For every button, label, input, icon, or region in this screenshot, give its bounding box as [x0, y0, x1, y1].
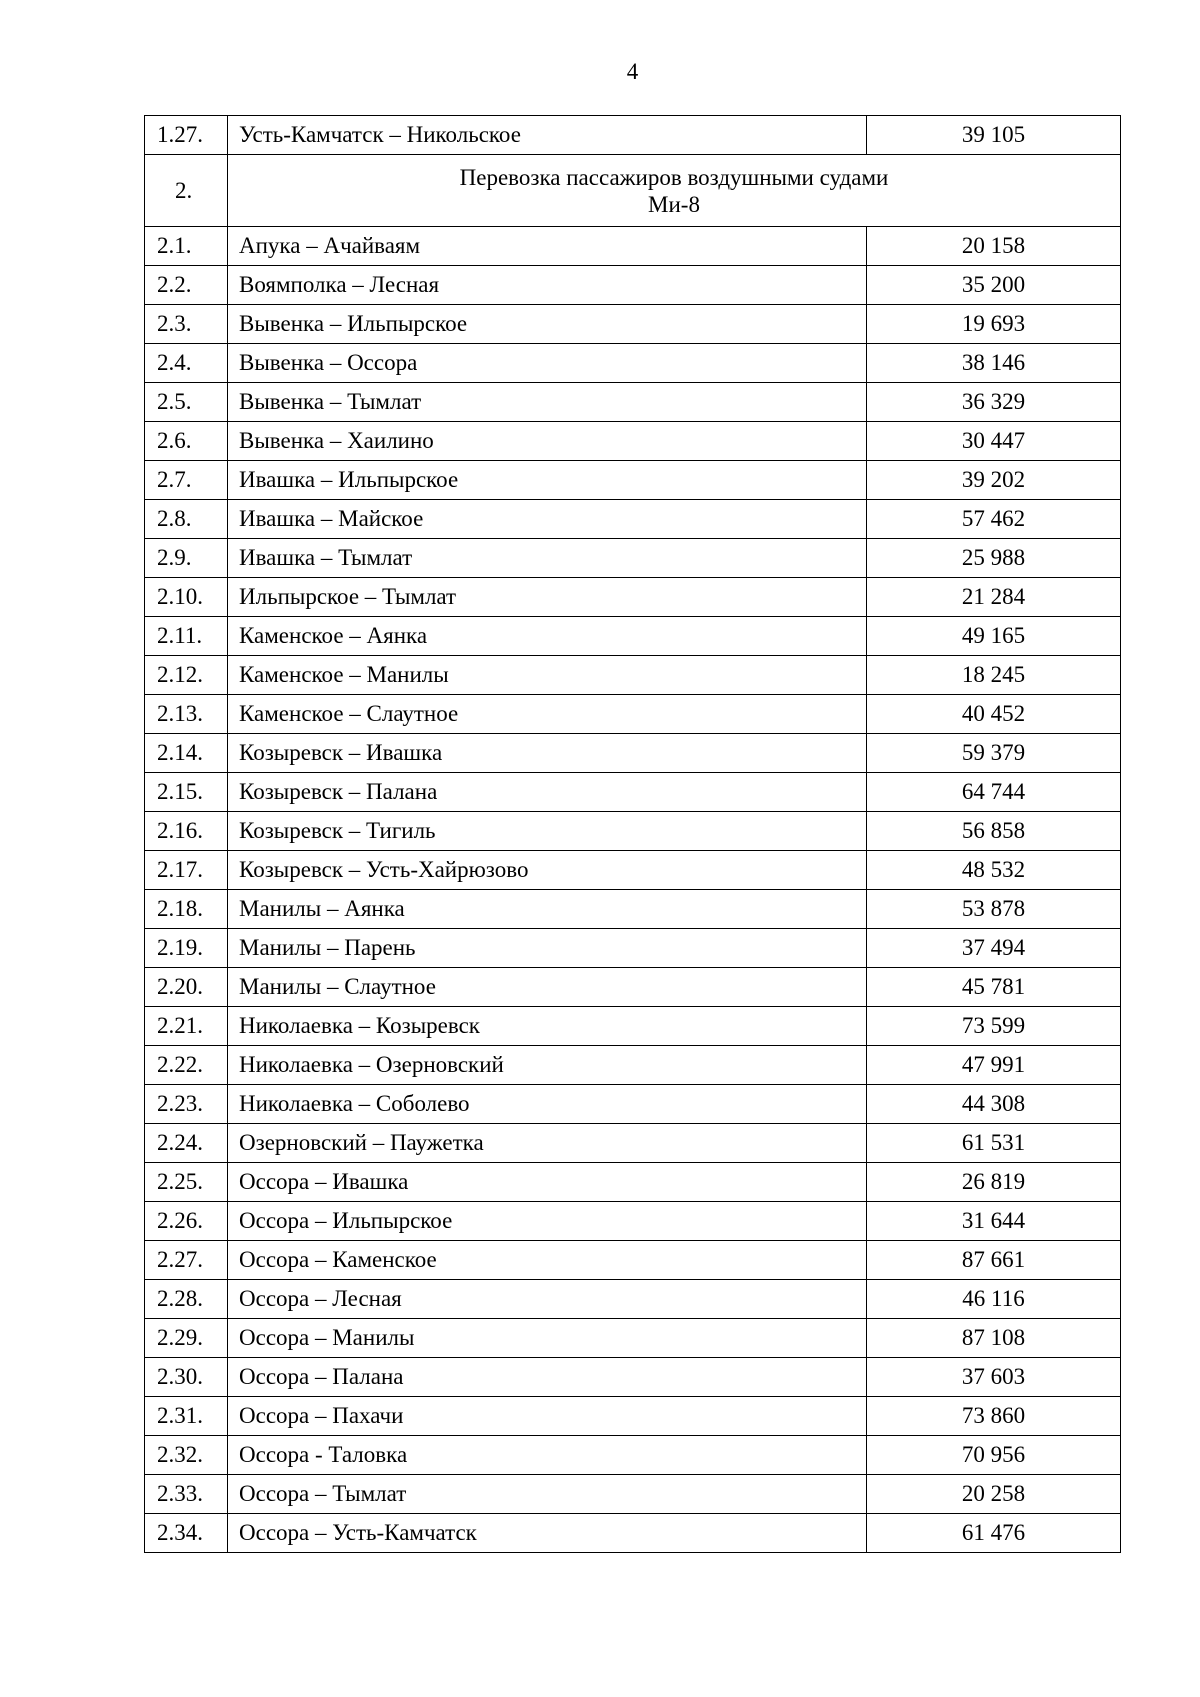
row-number-cell: 2.25.	[145, 1163, 228, 1202]
route-cell: Николаевка – Козыревск	[228, 1007, 867, 1046]
table-row	[145, 890, 1121, 929]
price-cell: 25 988	[867, 539, 1121, 578]
price-cell: 38 146	[867, 344, 1121, 383]
table-row	[145, 1202, 1121, 1241]
section-number-cell: 2.	[145, 155, 228, 227]
price-cell: 73 860	[867, 1397, 1121, 1436]
table-row	[145, 266, 1121, 305]
route-cell: Оссора – Тымлат	[228, 1475, 867, 1514]
route-cell: Усть-Камчатск – Никольское	[228, 116, 867, 155]
table-row	[145, 1514, 1121, 1553]
row-number-cell: 2.28.	[145, 1280, 228, 1319]
price-cell: 87 661	[867, 1241, 1121, 1280]
fares-table-body	[145, 116, 1121, 1553]
price-cell: 61 476	[867, 1514, 1121, 1553]
row-number-cell: 2.3.	[145, 305, 228, 344]
row-number-cell: 2.23.	[145, 1085, 228, 1124]
row-number-cell: 2.16.	[145, 812, 228, 851]
price-cell: 64 744	[867, 773, 1121, 812]
table-row	[145, 1124, 1121, 1163]
row-number-cell: 2.18.	[145, 890, 228, 929]
price-cell: 44 308	[867, 1085, 1121, 1124]
price-cell: 35 200	[867, 266, 1121, 305]
row-number-cell: 2.11.	[145, 617, 228, 656]
table-row	[145, 851, 1121, 890]
row-number-cell: 2.12.	[145, 656, 228, 695]
route-cell: Оссора – Манилы	[228, 1319, 867, 1358]
price-cell: 26 819	[867, 1163, 1121, 1202]
row-number-cell: 2.21.	[145, 1007, 228, 1046]
table-row	[145, 344, 1121, 383]
price-cell: 30 447	[867, 422, 1121, 461]
price-cell: 61 531	[867, 1124, 1121, 1163]
route-cell: Оссора – Пахачи	[228, 1397, 867, 1436]
route-cell: Оссора - Таловка	[228, 1436, 867, 1475]
price-cell: 49 165	[867, 617, 1121, 656]
route-cell: Вывенка – Ильпырское	[228, 305, 867, 344]
route-cell: Козыревск – Палана	[228, 773, 867, 812]
row-number-cell: 2.29.	[145, 1319, 228, 1358]
price-cell: 39 105	[867, 116, 1121, 155]
row-number-cell: 2.10.	[145, 578, 228, 617]
row-number-cell: 2.6.	[145, 422, 228, 461]
row-number-cell: 1.27.	[145, 116, 228, 155]
table-row	[145, 656, 1121, 695]
route-cell: Оссора – Усть-Камчатск	[228, 1514, 867, 1553]
table-row	[145, 695, 1121, 734]
route-cell: Вывенка – Тымлат	[228, 383, 867, 422]
price-cell: 37 603	[867, 1358, 1121, 1397]
route-cell: Козыревск – Усть-Хайрюзово	[228, 851, 867, 890]
table-row	[145, 1163, 1121, 1202]
route-cell: Манилы – Аянка	[228, 890, 867, 929]
price-cell: 19 693	[867, 305, 1121, 344]
price-cell: 21 284	[867, 578, 1121, 617]
table-row	[145, 1085, 1121, 1124]
route-cell: Николаевка – Озерновский	[228, 1046, 867, 1085]
row-number-cell: 2.2.	[145, 266, 228, 305]
table-row	[145, 1046, 1121, 1085]
table-row	[145, 383, 1121, 422]
table-row	[145, 617, 1121, 656]
table-row	[145, 1358, 1121, 1397]
table-row	[145, 227, 1121, 266]
row-number-cell: 2.26.	[145, 1202, 228, 1241]
row-number-cell: 2.32.	[145, 1436, 228, 1475]
route-cell: Оссора – Ивашка	[228, 1163, 867, 1202]
section-title-cell	[228, 155, 1121, 227]
table-row	[145, 1319, 1121, 1358]
route-cell: Козыревск – Ивашка	[228, 734, 867, 773]
row-number-cell: 2.9.	[145, 539, 228, 578]
table-row	[145, 578, 1121, 617]
route-cell: Николаевка – Соболево	[228, 1085, 867, 1124]
table-row	[145, 422, 1121, 461]
section-title-line: Ми-8	[648, 191, 700, 217]
price-cell: 20 258	[867, 1475, 1121, 1514]
price-cell: 59 379	[867, 734, 1121, 773]
row-number-cell: 2.22.	[145, 1046, 228, 1085]
table-row	[145, 1007, 1121, 1046]
route-cell: Козыревск – Тигиль	[228, 812, 867, 851]
row-number-cell: 2.5.	[145, 383, 228, 422]
table-row	[145, 968, 1121, 1007]
price-cell: 37 494	[867, 929, 1121, 968]
price-cell: 47 991	[867, 1046, 1121, 1085]
price-cell: 56 858	[867, 812, 1121, 851]
route-cell: Ильпырское – Тымлат	[228, 578, 867, 617]
table-row	[145, 1397, 1121, 1436]
route-cell: Оссора – Палана	[228, 1358, 867, 1397]
row-number-cell: 2.7.	[145, 461, 228, 500]
price-cell: 36 329	[867, 383, 1121, 422]
price-cell: 70 956	[867, 1436, 1121, 1475]
row-number-cell: 2.30.	[145, 1358, 228, 1397]
price-cell: 57 462	[867, 500, 1121, 539]
row-number-cell: 2.34.	[145, 1514, 228, 1553]
route-cell: Ивашка – Тымлат	[228, 539, 867, 578]
fares-table	[144, 115, 1121, 1553]
row-number-cell: 2.1.	[145, 227, 228, 266]
route-cell: Оссора – Ильпырское	[228, 1202, 867, 1241]
route-cell: Воямполка – Лесная	[228, 266, 867, 305]
table-row	[145, 1280, 1121, 1319]
row-number-cell: 2.17.	[145, 851, 228, 890]
table-row	[145, 500, 1121, 539]
route-cell: Вывенка – Хаилино	[228, 422, 867, 461]
row-number-cell: 2.27.	[145, 1241, 228, 1280]
price-cell: 40 452	[867, 695, 1121, 734]
section-header-row	[145, 155, 1121, 227]
price-cell: 48 532	[867, 851, 1121, 890]
table-row	[145, 116, 1121, 155]
route-cell: Оссора – Каменское	[228, 1241, 867, 1280]
row-number-cell: 2.15.	[145, 773, 228, 812]
route-cell: Озерновский – Паужетка	[228, 1124, 867, 1163]
row-number-cell: 2.33.	[145, 1475, 228, 1514]
route-cell: Манилы – Парень	[228, 929, 867, 968]
table-row	[145, 1475, 1121, 1514]
route-cell: Оссора – Лесная	[228, 1280, 867, 1319]
route-cell: Апука – Ачайваям	[228, 227, 867, 266]
price-cell: 31 644	[867, 1202, 1121, 1241]
route-cell: Каменское – Манилы	[228, 656, 867, 695]
price-cell: 20 158	[867, 227, 1121, 266]
price-cell: 45 781	[867, 968, 1121, 1007]
price-cell: 46 116	[867, 1280, 1121, 1319]
table-row	[145, 773, 1121, 812]
row-number-cell: 2.13.	[145, 695, 228, 734]
table-row	[145, 461, 1121, 500]
route-cell: Каменское – Аянка	[228, 617, 867, 656]
row-number-cell: 2.20.	[145, 968, 228, 1007]
route-cell: Вывенка – Оссора	[228, 344, 867, 383]
table-row	[145, 539, 1121, 578]
table-row	[145, 734, 1121, 773]
row-number-cell: 2.14.	[145, 734, 228, 773]
table-row	[145, 1241, 1121, 1280]
page-number: 4	[626, 59, 639, 84]
section-title-line: Перевозка пассажиров воздушными судами	[459, 164, 889, 190]
table-row	[145, 812, 1121, 851]
row-number-cell: 2.19.	[145, 929, 228, 968]
table-row	[145, 305, 1121, 344]
row-number-cell: 2.8.	[145, 500, 228, 539]
route-cell: Манилы – Слаутное	[228, 968, 867, 1007]
price-cell: 53 878	[867, 890, 1121, 929]
table-row	[145, 1436, 1121, 1475]
route-cell: Ивашка – Ильпырское	[228, 461, 867, 500]
price-cell: 73 599	[867, 1007, 1121, 1046]
table-row	[145, 929, 1121, 968]
row-number-cell: 2.4.	[145, 344, 228, 383]
route-cell: Ивашка – Майское	[228, 500, 867, 539]
row-number-cell: 2.24.	[145, 1124, 228, 1163]
price-cell: 39 202	[867, 461, 1121, 500]
price-cell: 18 245	[867, 656, 1121, 695]
route-cell: Каменское – Слаутное	[228, 695, 867, 734]
row-number-cell: 2.31.	[145, 1397, 228, 1436]
price-cell: 87 108	[867, 1319, 1121, 1358]
